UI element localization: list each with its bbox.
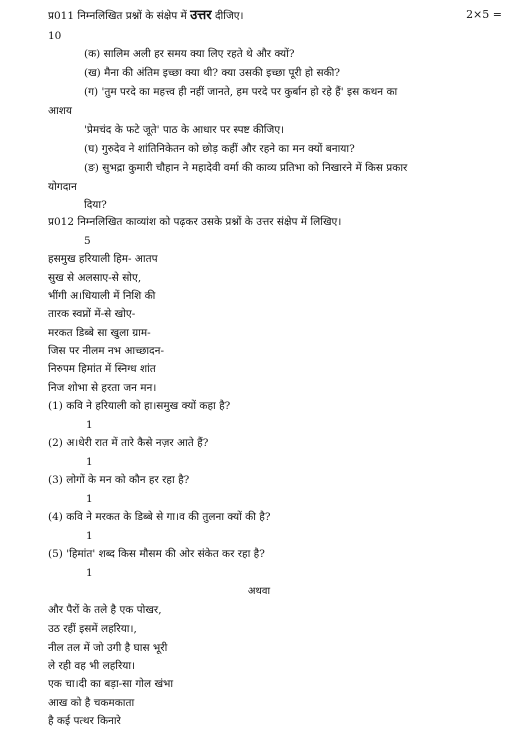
sub-question-4-marks: 1 bbox=[86, 530, 93, 542]
answer-word-emphasis: उत्तर bbox=[190, 8, 212, 23]
alt-poem-line: उठ रहीं इसमें लहरिया।, bbox=[48, 623, 137, 635]
alt-poem-line: नील तल में जो उगी है घास भूरी bbox=[48, 642, 168, 654]
alt-poem-line: ले रही वह भी लहरिया। bbox=[48, 660, 136, 672]
question-11-heading-text: प्र011 निम्नलिखित प्रश्नों के संक्षेप में bbox=[48, 10, 187, 22]
question-11-heading bbox=[48, 9, 244, 23]
question-11-item-nga-continued-2: दिया? bbox=[84, 199, 107, 211]
poem-line: सुख से अलसाए-से सोए, bbox=[48, 272, 142, 284]
question-11-item-ga-continued: आशय bbox=[48, 105, 72, 117]
question-11-heading-suffix: दीजिए। bbox=[214, 10, 244, 22]
question-11-marks-continued: 10 bbox=[48, 30, 62, 42]
question-11-marks: 2×5 = bbox=[466, 8, 502, 21]
alt-poem-line: और पैरों के तले है एक पोखर, bbox=[48, 604, 162, 616]
sub-question-3: (3) लोगों के मन को कौन हर रहा है? bbox=[48, 474, 190, 486]
question-12-heading: प्र012 निम्नलिखित काव्यांश को पढ़कर उसके प्रश्नों के उत्तर संक्षेप में लिखिए। bbox=[48, 216, 342, 228]
sub-question-2-marks: 1 bbox=[86, 456, 93, 468]
sub-question-5-marks: 1 bbox=[86, 567, 93, 579]
question-11-item-nga-continued: योगदान bbox=[48, 181, 77, 193]
sub-question-1: (1) कवि ने हरियाली को हा।समुख क्यों कहा है? bbox=[48, 400, 231, 412]
poem-line: भींगी अ।धियाली में निशि की bbox=[48, 290, 156, 302]
question-12-marks: 5 bbox=[84, 235, 91, 247]
question-11-item-gha: (घ) गुरुदेव ने शांतिनिकेतन को छोड़ कहीं और रहने का मन क्यों बनाया? bbox=[84, 143, 355, 155]
alt-poem-line: है कई पत्थर किनारे bbox=[48, 715, 121, 727]
sub-question-1-marks: 1 bbox=[86, 419, 93, 431]
poem-line: तारक स्वप्नों में-से खोए- bbox=[48, 308, 136, 320]
sub-question-3-marks: 1 bbox=[86, 493, 93, 505]
sub-question-5: (5) 'हिमांत' शब्द किस मौसम की ओर संकेत कर रहा है? bbox=[48, 548, 265, 560]
question-11-item-nga: (ङ) सुभद्रा कुमारी चौहान ने महादेवी वर्मा की काव्य प्रतिभा को निखारने में किस प्रकार bbox=[84, 162, 408, 174]
poem-line: मरकत डिब्बे सा खुला ग्राम- bbox=[48, 327, 151, 339]
poem-line: निज शोभा से हरता जन मन। bbox=[48, 382, 157, 394]
question-11-item-ga-continued-2: 'प्रेमचंद के फटे जूते' पाठ के आधार पर स्पष्ट कीजिए। bbox=[84, 124, 285, 136]
sub-question-4: (4) कवि ने मरकत के डिब्बे से गा।व की तुलना क्यों की है? bbox=[48, 511, 271, 523]
question-11-item-ga: (ग) 'तुम परदे का महत्त्व ही नहीं जानते, हम परदे पर कुर्बान हो रहे हैं' इस कथन का bbox=[84, 86, 398, 98]
sub-question-2: (2) अ।धेरी रात में तारे कैसे नज़र आते हैं? bbox=[48, 437, 209, 449]
poem-line: हसमुख हरियाली हिम- आतप bbox=[48, 253, 158, 265]
poem-line: निरुपम हिमांत में स्निग्ध शांत bbox=[48, 363, 156, 375]
or-separator: अथवा bbox=[247, 586, 271, 597]
question-11-item-kha: (ख) मैना की अंतिम इच्छा क्या थी? क्या उसकी इच्छा पूरी हो सकी? bbox=[84, 67, 340, 79]
question-11-item-ka: (क) सालिम अली हर समय क्या लिए रहते थे और क्यों? bbox=[84, 48, 295, 60]
alt-poem-line: एक चा।दी का बड़ा-सा गोल खंभा bbox=[48, 678, 174, 690]
alt-poem-line: आख को है चकमकाता bbox=[48, 697, 135, 709]
poem-line: जिस पर नीलम नभ आच्छादन- bbox=[48, 345, 164, 357]
